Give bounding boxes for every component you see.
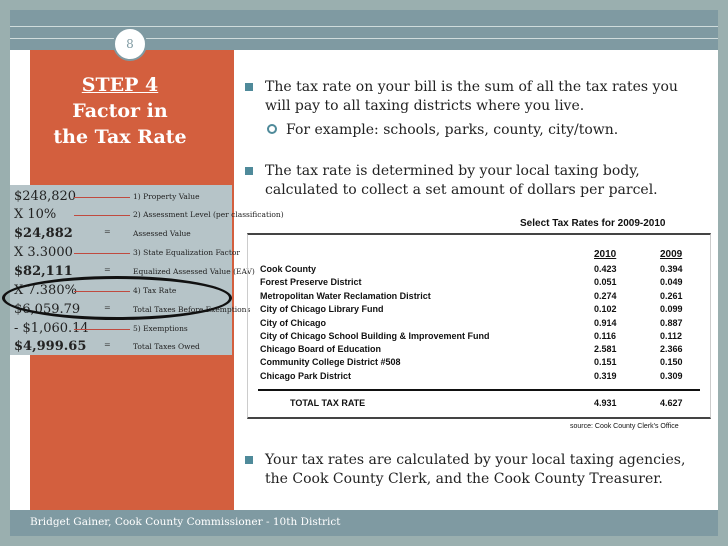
step-title (30, 72, 210, 150)
table-source: source: Cook County Clerk's Office (570, 423, 679, 430)
bullet-text: The tax rate on your bill is the sum of all the tax rates you will pay to all taxing districts where you live. (265, 79, 678, 114)
worksheet-arrow (74, 197, 130, 198)
step-title-line3: the Tax Rate (53, 126, 187, 148)
worksheet-equals: = (104, 265, 111, 274)
district-name: Chicago Board of Education (260, 344, 382, 354)
worksheet-amount: X 7.380% (14, 283, 77, 298)
worksheet-equals: = (104, 303, 111, 312)
table-row (260, 304, 700, 316)
worksheet-row (10, 321, 232, 341)
bullet-square-icon (245, 83, 253, 91)
worksheet-desc: 1) Property Value (133, 192, 200, 201)
district-name: Chicago Park District (260, 371, 352, 381)
table-row (260, 291, 700, 303)
table-row (260, 371, 700, 383)
rate-2010: 0.151 (594, 357, 617, 367)
rate-2009: 0.394 (660, 264, 683, 274)
worksheet-arrow (74, 329, 130, 330)
rate-2010: 0.051 (594, 277, 617, 287)
frame-left (0, 0, 10, 546)
rate-2009: 0.887 (660, 318, 683, 328)
rate-2009: 0.309 (660, 371, 683, 381)
worksheet-equals: = (104, 340, 111, 349)
worksheet-equals: = (104, 227, 111, 236)
worksheet-amount: - $1,060.14 (14, 321, 89, 336)
worksheet-amount: $248,820 (14, 189, 77, 204)
worksheet-desc: Equalized Assessed Value (EAV) (133, 267, 255, 276)
column-header-2010: 2010 (594, 249, 617, 260)
rate-2009: 0.049 (660, 277, 683, 287)
worksheet-amount: $82,111 (14, 264, 73, 279)
tax-rates-table (247, 233, 711, 419)
table-row (260, 318, 700, 330)
rate-2010: 0.423 (594, 264, 617, 274)
rate-2010: 0.274 (594, 291, 617, 301)
tax-rate-highlight-oval (2, 276, 251, 320)
bullet-square-icon (245, 456, 253, 464)
page-number: 8 (113, 27, 147, 61)
table-row (260, 264, 700, 276)
frame-right (718, 0, 728, 546)
table-total-row (290, 398, 700, 408)
bullet-text: Your tax rates are calculated by your local taxing agencies, the Cook County Clerk, and the Cook County Treasurer. (265, 452, 686, 487)
rate-2009: 0.112 (660, 331, 683, 341)
rate-2010: 0.319 (594, 371, 617, 381)
bullet-circle-icon (267, 124, 277, 134)
table-row (260, 277, 700, 289)
table-caption: Select Tax Rates for 2009-2010 (520, 218, 666, 229)
bullet-text: The tax rate is determined by your local taxing body, calculated to collect a set amount of dollars per parcel. (265, 163, 658, 198)
footer-text: Bridget Gainer, Cook County Commissioner - 10th District (30, 516, 341, 528)
district-name: Community College District #508 (260, 357, 401, 367)
worksheet-row (10, 245, 240, 265)
district-name: City of Chicago School Building & Improvement Fund (260, 331, 490, 341)
district-name: City of Chicago (260, 318, 327, 328)
rate-2010: 0.102 (594, 304, 617, 314)
rate-2010: 0.116 (594, 331, 617, 341)
worksheet-arrow (74, 253, 130, 254)
table-row (260, 331, 700, 343)
worksheet-row (10, 207, 284, 227)
rate-2009: 0.150 (660, 357, 683, 367)
step-title-line1: STEP 4 (81, 74, 159, 96)
worksheet-desc: 4) Tax Rate (133, 286, 177, 295)
bullet-square-icon (245, 167, 253, 175)
district-name: Forest Preserve District (260, 277, 362, 287)
rate-2009: 0.261 (660, 291, 683, 301)
worksheet-amount: $6,059.79 (14, 302, 81, 317)
worksheet-amount: X 10% (14, 207, 57, 222)
district-name: Cook County (260, 264, 316, 274)
worksheet-row (10, 189, 232, 209)
worksheet-desc: 5) Exemptions (133, 324, 188, 333)
total-2010: 4.931 (594, 398, 617, 408)
table-total-rule (258, 389, 700, 391)
district-name: Metropolitan Water Reclamation District (260, 291, 431, 301)
worksheet-desc: Assessed Value (133, 229, 191, 238)
worksheet-amount: $4,999.65 (14, 339, 87, 354)
column-header-2009: 2009 (660, 249, 683, 260)
worksheet-desc: Total Taxes Owed (133, 342, 200, 351)
rate-2010: 2.581 (594, 344, 617, 354)
rate-2010: 0.914 (594, 318, 617, 328)
total-label: TOTAL TAX RATE (290, 398, 366, 408)
rate-2009: 0.099 (660, 304, 683, 314)
worksheet-row (10, 339, 232, 359)
frame-top (0, 0, 728, 10)
worksheet-arrow (74, 215, 130, 216)
sub-bullet-text: For example: schools, parks, county, city/town. (286, 122, 619, 138)
worksheet-desc: 2) Assessment Level (per classification) (133, 210, 284, 219)
step-title-line2: Factor in (72, 100, 168, 122)
tax-worksheet (10, 185, 284, 355)
rate-2009: 2.366 (660, 344, 683, 354)
worksheet-desc: Total Taxes Before Exemptions (133, 305, 251, 314)
worksheet-amount: X 3.3000 (14, 245, 73, 260)
district-name: City of Chicago Library Fund (260, 304, 384, 314)
table-row (260, 357, 700, 369)
table-row (260, 344, 700, 356)
header-line (10, 26, 718, 27)
worksheet-amount: $24,882 (14, 226, 73, 241)
worksheet-row (10, 226, 232, 246)
total-2009: 4.627 (660, 398, 683, 408)
worksheet-desc: 3) State Equalization Factor (133, 248, 240, 257)
frame-bottom (0, 536, 728, 546)
